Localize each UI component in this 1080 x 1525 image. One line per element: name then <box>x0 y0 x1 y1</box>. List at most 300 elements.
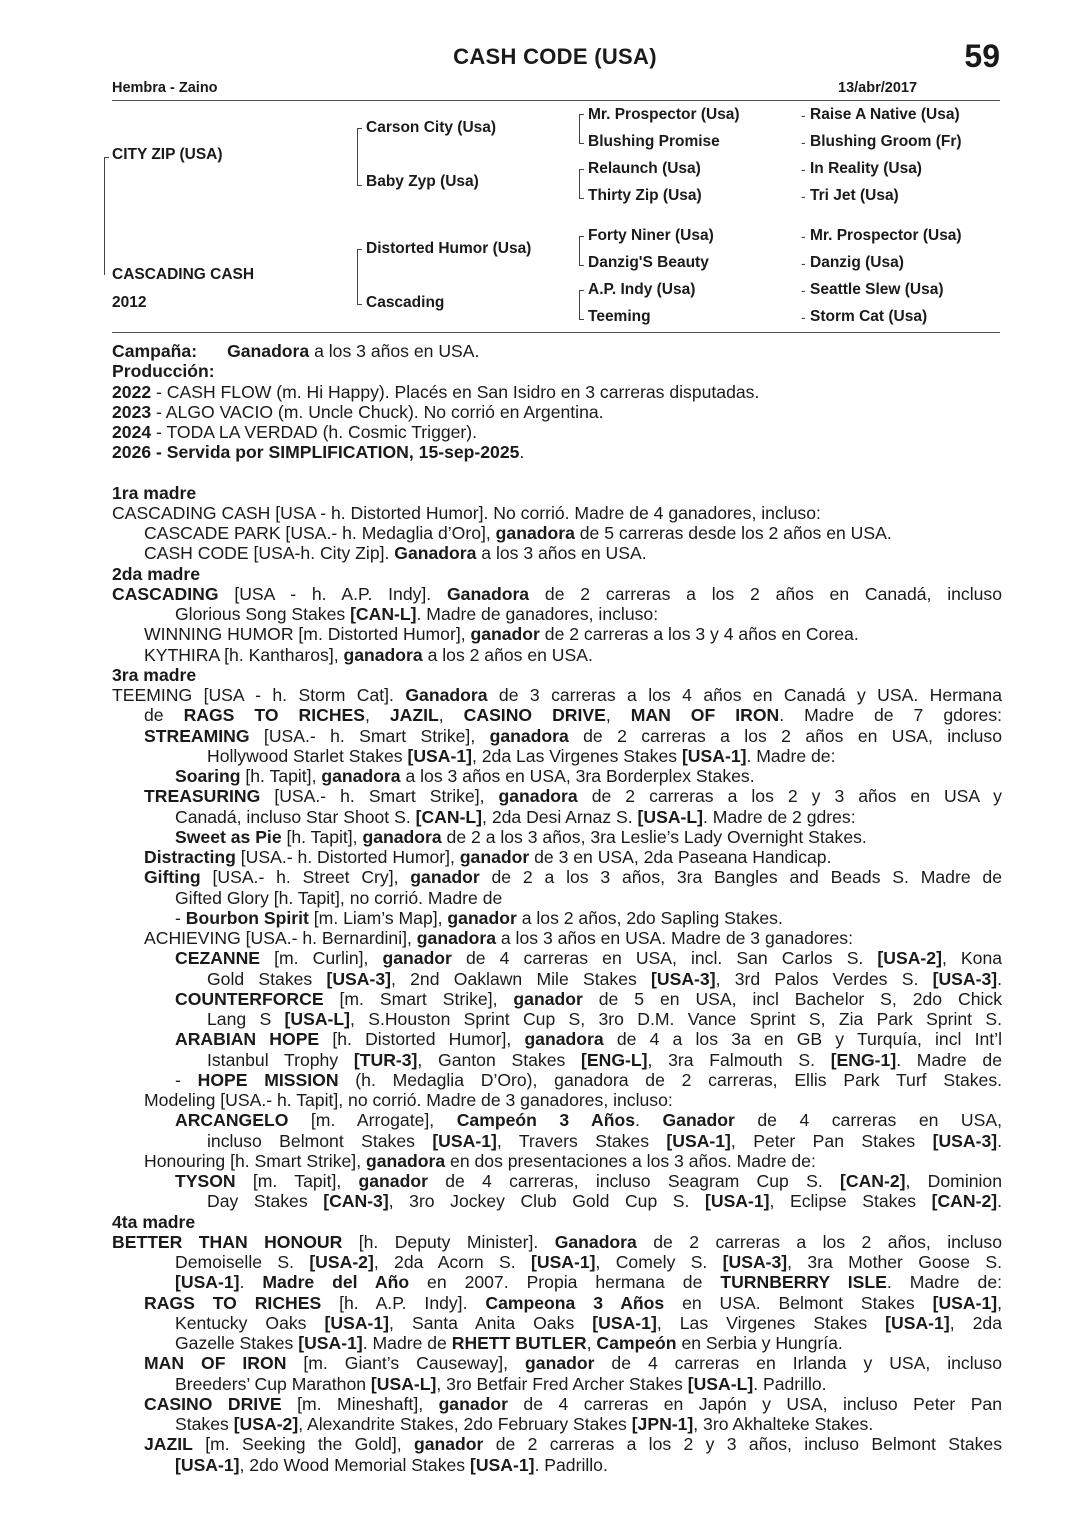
bold-text: CEZANNE <box>175 948 261 969</box>
bold-text: [USA-L] <box>370 1373 437 1394</box>
text-segment: [h. Distorted Humor], <box>319 1029 525 1050</box>
text-segment: , 3ro Akhalteke Stakes. <box>693 1414 874 1434</box>
campaign-line <box>112 341 1002 361</box>
text-segment: , 2da Desi Arnaz S. <box>482 806 638 827</box>
pedigree-dash: - <box>801 309 806 325</box>
text-line <box>112 969 1002 989</box>
pedigree-gen4: Storm Cat (Usa) <box>810 308 928 325</box>
text-segment: . Padrillo. <box>753 1373 827 1394</box>
bold-text: ganadora <box>498 786 578 807</box>
bold-text: ganador <box>413 1434 484 1455</box>
bold-text: [USA-1] <box>705 1191 770 1212</box>
bold-text: ganador <box>410 867 480 888</box>
text-line <box>112 1272 1002 1292</box>
sex-color: Hembra - Zaino <box>112 80 218 96</box>
bold-text: TURNBERRY ISLE <box>720 1272 887 1293</box>
text-line <box>112 705 1002 725</box>
bold-text: 2da madre <box>112 563 201 584</box>
pedigree-gen2: Baby Zyp (Usa) <box>366 173 479 190</box>
section-heading <box>112 1212 1002 1232</box>
text-segment: . Padrillo. <box>534 1454 608 1475</box>
bold-text: ganador <box>447 907 517 928</box>
bold-text: Madre del Año <box>262 1272 410 1293</box>
production-text: - TODA LA VERDAD (h. Cosmic Trigger). <box>151 422 478 442</box>
text-segment: [m. Seeking the Gold], <box>192 1434 414 1455</box>
production-text-tail: . <box>519 442 525 463</box>
bold-text: [USA-1] <box>469 1454 535 1475</box>
text-segment: en dos presentaciones a los 3 años. Madre de: <box>445 1150 816 1171</box>
text-segment: - <box>175 1069 198 1090</box>
text-segment: [m. Tapit], <box>235 1171 359 1191</box>
text-segment: de 5 en USA, incl Bachelor S, 2do Chick <box>582 988 1003 1009</box>
pedigree-dam-year: 2012 <box>112 294 147 311</box>
text-segment: [m. Arrogate], <box>288 1110 457 1131</box>
text-line <box>112 1394 1002 1414</box>
text-line <box>112 726 1002 746</box>
text-segment: Gold Stakes <box>207 968 327 989</box>
pedigree-dash: - <box>801 161 806 177</box>
text-line <box>112 584 1002 604</box>
text-segment: , Comely S. <box>595 1252 723 1272</box>
text-segment: de 2 carreras a los 2 años en USA, incluso <box>568 725 1002 746</box>
page-number: 59 <box>964 38 1000 74</box>
text-segment: , Kona <box>941 948 1003 969</box>
bold-text: [USA-2] <box>233 1414 299 1434</box>
bold-text: MAN OF IRON <box>630 705 780 726</box>
bold-text: [USA-1] <box>885 1312 950 1333</box>
text-line <box>112 1151 1002 1171</box>
bold-text: Campeón 3 Años <box>456 1110 636 1131</box>
bold-text: Ganadora <box>405 685 488 705</box>
text-segment: [m. Mineshaft], <box>281 1393 439 1414</box>
bold-text: [CAN-L] <box>415 806 483 827</box>
text-segment: , 2da Acorn S. <box>373 1252 531 1272</box>
text-line <box>112 948 1002 968</box>
text-segment: CASCADE PARK [USA.- h. Medaglia d’Oro], <box>144 523 496 543</box>
text-segment: a los 3 años en USA. Madre de 3 ganadores: <box>496 928 853 948</box>
text-line <box>112 867 1002 887</box>
bold-text: [USA-L] <box>687 1373 754 1394</box>
text-segment: . Madre de <box>362 1333 452 1353</box>
text-line <box>112 1009 1002 1029</box>
text-line <box>112 1050 1002 1070</box>
text-line <box>112 847 1002 867</box>
text-segment: de 2 a los 3 años, 3ra Leslie’s Lady Overnight Stakes. <box>441 826 867 847</box>
text-line <box>112 1029 1002 1049</box>
text-line <box>112 1232 1002 1252</box>
text-segment: de <box>144 705 184 726</box>
text-line <box>112 1070 1002 1090</box>
text-segment: de 3 carreras a los 4 años en Canadá y USA. Hermana <box>487 685 1003 705</box>
text-line <box>112 1333 1002 1353</box>
bold-text: 4ta madre <box>112 1211 196 1232</box>
text-line <box>112 503 1002 523</box>
text-segment: de 2 carreras a los 3 y 4 años en Corea. <box>539 624 859 645</box>
bold-text: [USA-1] <box>531 1252 596 1272</box>
bold-text: [USA-1] <box>298 1333 363 1353</box>
bold-text: RAGS TO RICHES <box>183 705 365 726</box>
text-segment: [USA.- h. Smart Strike], <box>249 725 490 746</box>
text-segment: TEEMING [USA - h. Storm Cat]. <box>112 685 406 705</box>
text-segment: [h. A.P. Indy]. <box>321 1292 486 1313</box>
bold-text: JAZIL <box>389 705 439 726</box>
bold-text: ganador <box>459 847 530 867</box>
text-segment: , 3ra Falmouth S. <box>647 1049 831 1070</box>
text-segment: . Madre de: <box>746 745 836 766</box>
bold-text: ganadora <box>524 1029 604 1050</box>
bold-text: ganador <box>470 624 540 645</box>
pedigree-dam: CASCADING CASH <box>112 266 255 283</box>
text-segment: de 4 carreras en USA, incl. San Carlos S. <box>451 948 878 969</box>
text-segment: CASCADING CASH [USA - h. Distorted Humor]. No corrió. Madre de 4 ganadores, incluso: <box>112 502 821 523</box>
bold-text: CASINO DRIVE <box>144 1393 282 1414</box>
pedigree-gen4: Raise A Native (Usa) <box>810 106 960 123</box>
text-segment: Canadá, incluso Star Shoot S. <box>175 806 416 827</box>
bold-text: RAGS TO RICHES <box>144 1292 322 1313</box>
text-segment: [m. Liam’s Map], <box>308 907 448 928</box>
bold-text: TREASURING <box>144 786 261 807</box>
text-segment: , <box>605 705 631 726</box>
text-segment: . Madre de 7 gdores: <box>779 705 1003 726</box>
text-line <box>112 766 1002 786</box>
text-segment: [m. Curlin], <box>260 948 383 969</box>
text-segment: a los 3 años en USA, 3ra Borderplex Stakes. <box>400 766 755 786</box>
text-segment: Day Stakes <box>207 1191 324 1212</box>
text-line <box>112 543 1002 563</box>
text-segment: ACHIEVING [USA.- h. Bernardini], <box>144 928 417 948</box>
pedigree-sire: CITY ZIP (USA) <box>112 146 223 163</box>
bold-text: ganadora <box>489 725 569 746</box>
text-line <box>112 645 1002 665</box>
section-heading <box>112 483 1002 503</box>
text-segment: . <box>239 1272 263 1293</box>
bold-text: Ganadora <box>394 543 477 564</box>
campaign-label: Campaña: <box>112 341 198 361</box>
pedigree-gen4: Blushing Groom (Fr) <box>810 133 962 150</box>
bold-text: [TUR-3] <box>353 1049 418 1070</box>
text-segment: de 2 a los 3 años, 3ra Bangles and Beads S. Madre de <box>479 867 1002 888</box>
bold-text: 3ra madre <box>112 664 197 685</box>
bold-text: [JPN-1] <box>631 1414 694 1434</box>
pedigree-dash: - <box>801 282 806 298</box>
bold-text: Distracting <box>144 847 236 867</box>
bold-text: ganadora <box>495 523 575 543</box>
section-heading <box>112 564 1002 584</box>
bold-text: [USA-3] <box>651 968 716 989</box>
text-segment: de 2 carreras a los 2 y 3 años, incluso Belmont Stakes <box>483 1434 1002 1455</box>
text-segment: , 2nd Oaklawn Mile Stakes <box>391 968 652 989</box>
text-segment: de 3 en USA, 2da Paseana Handicap. <box>529 847 832 867</box>
bold-text: Bourbon Spirit <box>185 907 309 928</box>
text-segment: , 2do Wood Memorial Stakes <box>239 1454 470 1475</box>
text-line <box>112 786 1002 806</box>
text-line <box>112 604 1002 624</box>
bold-text: [USA-3] <box>932 968 998 989</box>
pedigree-gen2: Cascading <box>366 294 445 311</box>
pedigree-bracket-gen1 <box>104 157 109 275</box>
bold-text: COUNTERFORCE <box>175 988 324 1009</box>
birth-date: 13/abr/2017 <box>838 80 918 96</box>
pedigree-dash: - <box>801 188 806 204</box>
production-text: - ALGO VACIO (m. Uncle Chuck). No corrió en Argentina. <box>151 401 604 422</box>
pedigree-dash: - <box>801 134 806 150</box>
text-segment: , S.Houston Sprint Cup S, 3ro D.M. Vance Sprint S, Zia Park Sprint S. <box>350 1009 1002 1029</box>
text-segment: de 4 carreras en Japón y USA, incluso Peter Pan <box>507 1393 1002 1414</box>
bold-text: Soaring <box>175 766 241 786</box>
pedigree-gen2: Carson City (Usa) <box>366 119 497 136</box>
bold-text: [USA-1] <box>681 745 747 766</box>
pedigree-gen3: Danzig'S Beauty <box>588 254 709 271</box>
text-line <box>112 908 1002 928</box>
text-segment: , Eclipse Stakes <box>769 1191 932 1212</box>
bold-text: Sweet as Pie <box>175 826 282 847</box>
text-line <box>112 888 1002 908</box>
text-segment: , <box>997 1292 1003 1313</box>
bold-text: [USA-L] <box>637 806 704 827</box>
text-segment: de 4 a los 3a en GB y Turquía, incl Int’l <box>603 1029 1002 1050</box>
pedigree-gen3: Mr. Prospector (Usa) <box>588 106 740 123</box>
bold-text: ARCANGELO <box>175 1110 289 1131</box>
text-segment: , 2da Las Virgenes Stakes <box>471 745 682 766</box>
text-segment: - <box>175 907 186 928</box>
text-segment: [h. Deputy Minister]. <box>342 1231 555 1252</box>
bold-text: [USA-2] <box>877 948 942 969</box>
bold-text: TYSON <box>175 1171 236 1191</box>
text-segment: , Santa Anita Oaks <box>389 1312 593 1333</box>
text-line <box>112 989 1002 1009</box>
text-segment: en 2007. Propia hermana de <box>409 1272 721 1293</box>
bold-text: [USA-1] <box>407 745 472 766</box>
production-item <box>112 402 1002 422</box>
bold-text: RHETT BUTLER <box>451 1333 587 1353</box>
bold-text: [USA-1] <box>666 1130 731 1151</box>
bold-text: STREAMING <box>144 725 250 746</box>
bold-text: ganadora <box>362 826 442 847</box>
text-segment: a los 3 años en USA. <box>476 543 647 564</box>
bold-text: BETTER THAN HONOUR <box>112 1231 343 1252</box>
bold-text: [CAN-3] <box>323 1191 389 1212</box>
text-segment: , Peter Pan Stakes <box>730 1130 933 1151</box>
text-segment: Breeders’ Cup Marathon <box>175 1373 371 1394</box>
text-segment: Demoiselle S. <box>175 1252 310 1272</box>
text-segment: . Madre de 2 gdres: <box>703 806 856 827</box>
body-text <box>112 341 1002 1475</box>
bold-text: Gifting <box>144 867 201 888</box>
text-segment: [h. Tapit], <box>281 826 363 847</box>
pedigree-rule <box>112 332 1000 333</box>
text-segment: . <box>635 1110 663 1131</box>
bold-text: JAZIL <box>144 1434 193 1455</box>
section-heading <box>112 665 1002 685</box>
pedigree-dash: - <box>801 107 806 123</box>
bold-text: HOPE MISSION <box>197 1069 339 1090</box>
bold-text: [ENG-1] <box>830 1049 897 1070</box>
text-segment: de 5 carreras desde los 2 años en USA. <box>574 523 892 543</box>
text-segment: de 4 carreras, incluso Seagram Cup S. <box>427 1171 841 1191</box>
pedigree-gen3: Forty Niner (Usa) <box>588 227 714 244</box>
text-segment: WINNING HUMOR [m. Distorted Humor], <box>144 624 471 645</box>
production-text: - Servida por SIMPLIFICATION, 15-sep-2025 <box>151 442 520 463</box>
bold-text: ganador <box>382 948 452 969</box>
text-segment: a los 2 años, 2do Sapling Stakes. <box>516 907 783 928</box>
text-segment: en USA. Belmont Stakes <box>664 1292 933 1313</box>
bold-text: [USA-1] <box>432 1130 497 1151</box>
text-segment: Honouring [h. Smart Strike], <box>144 1150 366 1171</box>
text-segment: Gifted Glory [h. Tapit], no corrió. Madre de <box>175 887 503 908</box>
text-segment: . Madre de: <box>886 1272 1003 1293</box>
text-segment: a los 2 años en USA. <box>422 644 593 665</box>
pedigree-gen3: A.P. Indy (Usa) <box>588 281 696 298</box>
text-segment: , 2da <box>949 1312 1002 1333</box>
text-segment: , 3rd Palos Verdes S. <box>715 968 933 989</box>
production-item <box>112 382 1002 402</box>
bold-text: MAN OF IRON <box>144 1353 287 1374</box>
bold-text: [USA-1] <box>592 1312 657 1333</box>
bold-text: Ganador <box>662 1110 735 1131</box>
bold-text: ganadora <box>365 1150 446 1171</box>
pedigree-bracket-gen3 <box>579 114 584 144</box>
text-segment: [USA.- h. Smart Strike], <box>260 786 499 807</box>
bold-text: ganadora <box>343 644 423 665</box>
pedigree-bracket-gen2 <box>357 249 362 305</box>
bold-text: ARABIAN HOPE <box>175 1029 320 1050</box>
text-segment: [h. Tapit], <box>240 766 322 786</box>
bold-text: [USA-1] <box>932 1292 998 1313</box>
text-segment: en Serbia y Hungría. <box>676 1333 843 1353</box>
text-segment: [USA.- h. Street Cry], <box>200 867 411 888</box>
text-line <box>112 746 1002 766</box>
text-segment: Hollywood Starlet Stakes <box>207 745 408 766</box>
bold-text: CASCADING <box>112 583 219 604</box>
bold-text: ganador <box>513 988 583 1009</box>
text-line <box>112 1374 1002 1394</box>
text-line <box>112 1090 1002 1110</box>
text-segment: de 2 carreras a los 2 años en Canadá, incluso <box>529 583 1002 604</box>
text-segment: Kentucky Oaks <box>175 1312 325 1333</box>
text-segment: , Ganton Stakes <box>417 1049 582 1070</box>
text-segment: [USA.- h. Distorted Humor], <box>235 847 460 867</box>
production-label: Producción: <box>112 361 215 382</box>
production-item <box>112 422 1002 442</box>
bold-text: [USA-3] <box>326 968 391 989</box>
bold-text: Campeón <box>596 1333 677 1353</box>
text-segment: (h. Medaglia D’Oro), ganadora de 2 carreras, Ellis Park Turf Stakes. <box>338 1069 1003 1090</box>
text-segment: de 4 carreras en Irlanda y USA, incluso <box>594 1353 1002 1374</box>
text-line <box>112 1131 1002 1151</box>
pedigree-gen4: Tri Jet (Usa) <box>810 187 899 204</box>
bold-text: [USA-L] <box>284 1009 350 1029</box>
production-year: 2023 <box>112 401 152 422</box>
bold-text: [USA-3] <box>932 1130 998 1151</box>
bold-text: [ENG-L] <box>581 1049 648 1070</box>
bold-text: Ganadora <box>554 1231 637 1252</box>
text-segment: , 3ro Betfair Fred Archer Stakes <box>436 1373 688 1394</box>
pedigree-dash: - <box>801 255 806 271</box>
text-line <box>112 1414 1002 1434</box>
text-segment: . Madre de <box>896 1049 1002 1070</box>
text-segment: Gazelle Stakes <box>175 1333 299 1353</box>
production-year: 2024 <box>112 422 152 442</box>
pedigree-bracket-gen3 <box>579 236 584 266</box>
text-line <box>112 1434 1002 1454</box>
text-segment: Glorious Song Stakes <box>175 604 351 624</box>
text-line <box>112 1191 1002 1211</box>
bold-text: Campeona 3 Años <box>485 1292 665 1313</box>
text-segment: [m. Giant’s Causeway], <box>286 1353 526 1374</box>
text-segment: . Madre de ganadores, incluso: <box>416 604 659 624</box>
text-line <box>112 1353 1002 1373</box>
text-segment: Modeling [USA.- h. Tapit], no corrió. Madre de 3 ganadores, incluso: <box>144 1090 673 1110</box>
pedigree-gen3: Teeming <box>588 308 651 325</box>
pedigree-bracket-gen3 <box>579 169 584 199</box>
text-segment: , Las Virgenes Stakes <box>656 1312 886 1333</box>
bold-text: [CAN-2] <box>931 1191 998 1212</box>
pedigree-gen3: Relaunch (Usa) <box>588 160 701 177</box>
text-line <box>112 685 1002 705</box>
bold-text: [USA-1] <box>324 1312 390 1333</box>
campaign-detail: a los 3 años en USA. <box>309 341 480 361</box>
text-segment: Istanbul Trophy <box>207 1049 354 1070</box>
text-segment: [m. Smart Strike], <box>323 988 514 1009</box>
text-segment: . <box>997 968 1002 989</box>
production-text: - CASH FLOW (m. Hi Happy). Placés en San Isidro en 3 carreras disputadas. <box>151 381 760 402</box>
production-year: 2026 <box>112 442 152 463</box>
pedigree-gen3: Blushing Promise <box>588 133 720 150</box>
text-line <box>112 1110 1002 1130</box>
bold-text: ganador <box>438 1393 508 1414</box>
text-segment: CASH CODE [USA-h. City Zip]. <box>144 543 395 564</box>
text-line <box>112 827 1002 847</box>
text-segment: , Dominion <box>905 1171 1002 1191</box>
text-segment: incluso Belmont Stakes <box>207 1130 433 1151</box>
text-line <box>112 1293 1002 1313</box>
text-segment: , <box>365 705 390 726</box>
section-gap <box>112 463 1002 483</box>
pedigree-dash: - <box>801 228 806 244</box>
bold-text: [USA-1] <box>175 1454 240 1475</box>
text-segment: , <box>586 1333 597 1353</box>
bold-text: ganadora <box>321 766 401 786</box>
text-segment: Lang S <box>207 1009 285 1029</box>
header-rule <box>112 100 1000 101</box>
bold-text: [USA-1] <box>175 1272 240 1293</box>
text-line <box>112 1455 1002 1475</box>
page-title: CASH CODE (USA) <box>453 44 657 69</box>
text-segment: , 3ra Mother Goose S. <box>787 1252 1002 1272</box>
pedigree-gen2: Distorted Humor (Usa) <box>366 240 532 257</box>
pedigree-gen4: Seattle Slew (Usa) <box>810 281 944 298</box>
text-line <box>112 1252 1002 1272</box>
text-line <box>112 624 1002 644</box>
bold-text: ganador <box>358 1171 428 1191</box>
text-line <box>112 928 1002 948</box>
text-segment: , <box>438 705 464 726</box>
pedigree-gen4: Danzig (Usa) <box>810 254 904 271</box>
text-segment: . <box>997 1191 1002 1212</box>
pedigree-gen4: In Reality (Usa) <box>810 160 922 177</box>
text-segment: de 2 carreras a los 2 años, incluso <box>636 1231 1002 1252</box>
text-line <box>112 523 1002 543</box>
bold-text: 1ra madre <box>112 482 197 503</box>
pedigree-bracket-gen3 <box>579 290 584 320</box>
text-line <box>112 1171 1002 1191</box>
bold-text: [CAN-L] <box>350 604 417 624</box>
text-segment: [USA - h. A.P. Indy]. <box>218 583 447 604</box>
bold-text: [USA-3] <box>722 1252 788 1272</box>
production-year: 2022 <box>112 381 152 402</box>
bold-text: [CAN-2] <box>840 1171 906 1191</box>
pedigree-bracket-gen2 <box>357 128 362 186</box>
